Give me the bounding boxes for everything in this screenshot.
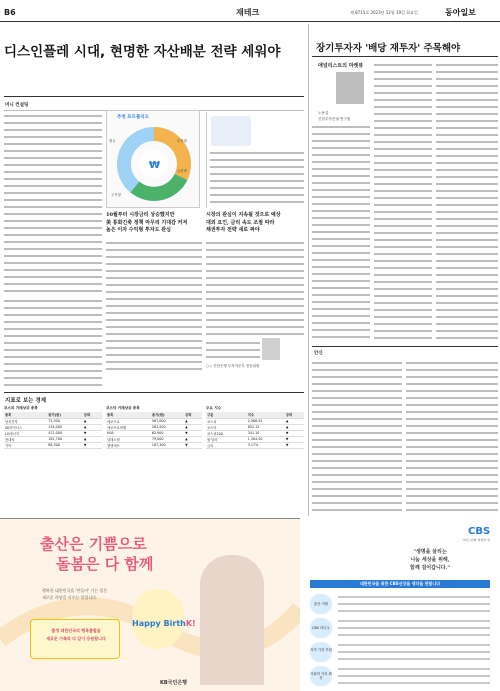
- ad-character-text: [132, 619, 196, 628]
- pull-quote-2: 시장의 관심이 지속될 것으로 예상 대외 요인, 금리 속도 조절 따라 채권투자 전략 새로 짜야: [206, 212, 281, 233]
- market-table-3: [206, 406, 304, 449]
- cell: 삼성전자: [4, 418, 47, 424]
- market-table-1: [4, 406, 102, 449]
- cell: 567,000: [151, 418, 184, 424]
- cell: ▼: [83, 430, 102, 436]
- portfolio-donut-chart: [115, 125, 193, 203]
- cell: 엘앤에프: [106, 442, 151, 448]
- cbs-logo: CBS: [468, 526, 491, 537]
- news-title: 안신: [314, 351, 323, 356]
- ad-headline-1: 출산은 기쁨으로: [40, 535, 147, 553]
- cell: 79,000: [151, 436, 184, 442]
- infographic-label-1: 원금: [109, 139, 116, 143]
- cbs-row-text-2: [338, 618, 490, 638]
- th: 종가(원): [151, 412, 184, 418]
- cell: 현대차: [4, 436, 47, 442]
- th: 종목: [4, 412, 47, 418]
- cell: 알테오젠: [106, 436, 151, 442]
- cell: ▼: [184, 442, 202, 448]
- cell: ▼: [184, 430, 202, 436]
- article-text-col-3: [206, 240, 304, 336]
- ad-bottom-text: 출생 대한민국의 행복출발을 새로운 가족과 다 같이 응원합니다: [46, 628, 106, 641]
- infographic-label-3: 금리형: [177, 169, 187, 173]
- cell: 1,304.50: [247, 436, 285, 442]
- cell: ▲: [184, 436, 202, 442]
- cell: 코스피: [206, 418, 247, 424]
- article-text-col-3b: [206, 340, 260, 362]
- th: 종가(원): [47, 412, 83, 418]
- cbs-row-text-4: [338, 666, 490, 684]
- market-table-1-title: 코스피 거래상위 종목: [4, 406, 38, 410]
- article-text-col-1: [4, 113, 102, 295]
- cell: 3.17%: [247, 442, 285, 448]
- article-text-col-right: [210, 150, 304, 206]
- column-separator: [308, 24, 309, 516]
- page-number: B6: [4, 8, 16, 17]
- cbs-row-label-1: 출산 지원: [310, 594, 332, 614]
- cbs-subtitle: 크리스천의 영원한 벗: [462, 538, 490, 542]
- infographic-label-4: 주식형: [111, 193, 121, 197]
- cbs-row-label-4: 사회적 가치 확산: [310, 666, 332, 686]
- cell: ▲: [83, 436, 102, 442]
- market-table-3-title: 주요 지수: [206, 406, 222, 410]
- cell: 182,700: [47, 436, 83, 442]
- sidebar-column-name: 애널리스트의 마켓뷰: [318, 63, 364, 69]
- market-divider: [4, 392, 304, 393]
- market-title: 지표로 보는 경제: [5, 398, 47, 404]
- th: 구분: [206, 412, 247, 418]
- analyst-photo: [336, 72, 364, 104]
- th: 종목: [106, 412, 151, 418]
- sidebar-byline: 노용갑 신한투자증권 연구원: [318, 111, 351, 121]
- cbs-title: 대한민국을 위한 CBS신앙을 생각을 전합니다: [310, 580, 490, 588]
- main-headline: 디스인플레 시대, 현명한 자산배분 전략 세워야: [4, 44, 281, 60]
- cell: 금리: [206, 442, 247, 448]
- cell: ▼: [285, 436, 304, 442]
- sidebar-divider: [312, 56, 498, 57]
- cell: ▲: [83, 424, 102, 430]
- ad-character-text-main: Happy Birth: [132, 619, 186, 628]
- cell: SK하이닉스: [4, 424, 47, 430]
- market-table-2-title: 코스닥 거래상위 종목: [106, 406, 140, 410]
- section-title: 재테크: [236, 8, 260, 17]
- cell: 62,900: [151, 430, 184, 436]
- cell: 88,300: [47, 442, 83, 448]
- th: 등락: [83, 412, 102, 418]
- cell: ▲: [285, 418, 304, 424]
- column-name: 머니 컨설팅: [5, 103, 29, 108]
- th: 등락: [285, 412, 304, 418]
- ad-brand: KB국민은행: [160, 680, 188, 686]
- author-photo: [262, 338, 280, 360]
- portfolio-infographic: [106, 110, 200, 208]
- table-row: [4, 442, 102, 448]
- cell: ▼: [285, 442, 304, 448]
- cell: 422,000: [47, 430, 83, 436]
- sidebar-text-col-1: [312, 124, 370, 340]
- th: 등락: [184, 412, 202, 418]
- cell: 코스닥: [206, 424, 247, 430]
- infographic-title: 추천 포트폴리오: [117, 115, 149, 120]
- table-row: [106, 442, 202, 448]
- cell: 에코프로비엠: [106, 424, 151, 430]
- cell: ▲: [184, 418, 202, 424]
- ad-headline-2: 돌봄은 다 함께: [56, 555, 154, 573]
- main-byline: ○○ 신한은행 투자자문부 전문위원: [206, 364, 260, 368]
- cell: 2,568.55: [247, 418, 285, 424]
- cbs-row-text-1: [338, 594, 490, 614]
- svg-text:₩: ₩: [149, 160, 161, 171]
- cbs-list: [310, 592, 490, 686]
- page-header: [0, 0, 500, 22]
- news-divider: [312, 346, 498, 347]
- cell: 73,300: [47, 418, 83, 424]
- ad-person-photo: [200, 555, 264, 685]
- cbs-row-text-3: [338, 642, 490, 662]
- cell: 187,300: [151, 442, 184, 448]
- cell: 341.10: [247, 430, 285, 436]
- cell: ▲: [184, 424, 202, 430]
- cell: HLB: [106, 430, 151, 436]
- article-text-col-2: [106, 240, 202, 370]
- cell: ▼: [83, 442, 102, 448]
- cell: 261,500: [151, 424, 184, 430]
- news-text-col-1: [312, 360, 402, 516]
- cell: LG에너지: [4, 430, 47, 436]
- ad-body: 행복한 대한민국을 '만들어' 가는 일은 새로운 희망을 키우는 일입니다.: [42, 588, 108, 600]
- newspaper-name: 동아일보: [445, 7, 476, 17]
- cell: ▲: [285, 424, 304, 430]
- cbs-row-label-2: CBS 라디오: [310, 618, 332, 638]
- sidebar-text-col-3: [436, 62, 498, 340]
- news-text-col-2: [406, 360, 498, 516]
- column-divider: [4, 96, 304, 97]
- pull-quote-1: 10월부터 시장금리 상승했지만 美 통화긴축 정책 마무리 기대감 커져 높은 이자 수익형 투자도 관심: [106, 212, 188, 233]
- sidebar-headline: 장기투자자 '배당 재투자' 주목해야: [316, 43, 461, 54]
- cell: ▲: [83, 418, 102, 424]
- cell: 에코프로: [106, 418, 151, 424]
- table-row: [206, 442, 304, 448]
- cbs-slogan: "생명을 살리는 나눔 세상을 위해, 함께 걸어갑니다.": [410, 549, 450, 571]
- cell: 원·달러: [206, 436, 247, 442]
- cell: ▼: [285, 430, 304, 436]
- cbs-row-label-3: 지역 가정 후원: [310, 642, 332, 662]
- article-text-col-1b: [4, 298, 102, 386]
- infographic-label-2: 투자형: [177, 139, 187, 143]
- cell: 기아: [4, 442, 47, 448]
- market-table-2: [106, 406, 202, 449]
- cell: 134,000: [47, 424, 83, 430]
- th: 지수: [247, 412, 285, 418]
- cell: 852.12: [247, 424, 285, 430]
- issue-info: 제 8715호 2023년 12월 19일 화요일: [350, 10, 418, 15]
- cbs-advertisement: [300, 518, 500, 691]
- ad-character-text-k: K!: [185, 619, 196, 628]
- illustration-icon: [211, 116, 251, 146]
- cell: 코스피200: [206, 430, 247, 436]
- sidebar-text-col-2: [374, 62, 432, 340]
